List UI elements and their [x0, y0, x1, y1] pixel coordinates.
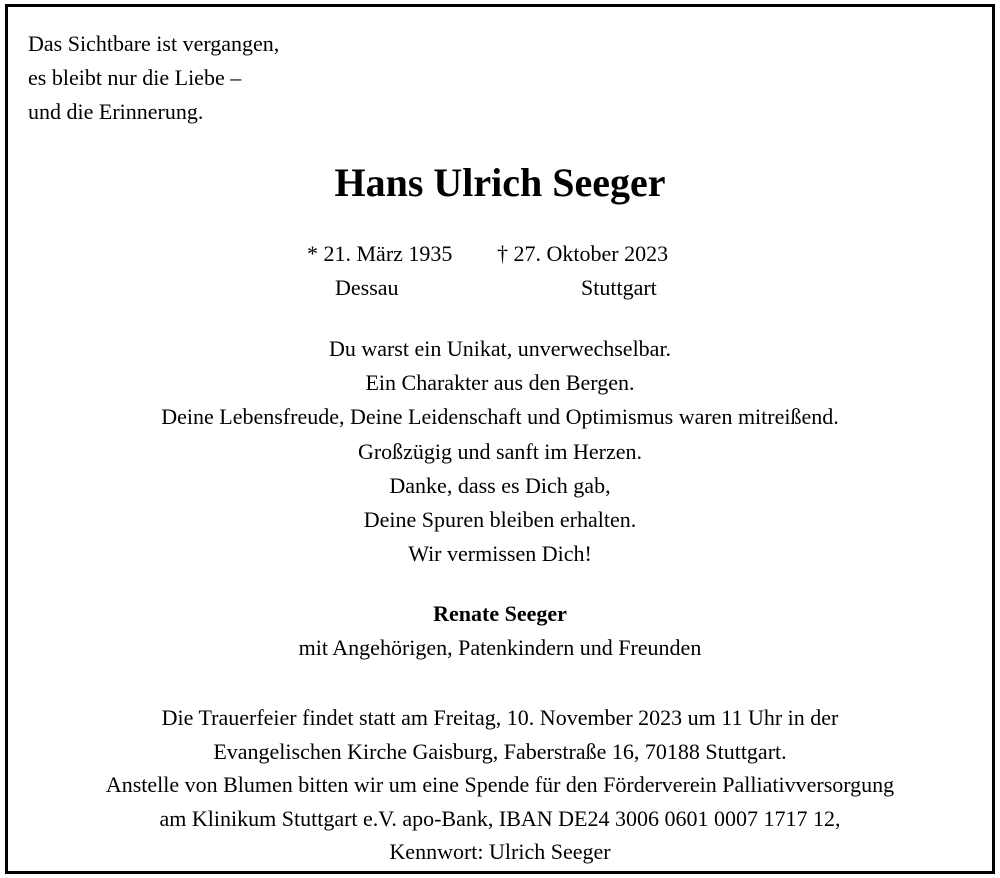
- poem-line: Großzügig und sanft im Herzen.: [357, 438, 643, 464]
- memorial-poem: [8, 332, 992, 571]
- poem-line: Danke, dass es Dich gab,: [389, 472, 611, 498]
- service-line: Evangelischen Kirche Gaisburg, Faberstraße 16, 70188 Stuttgart.: [213, 738, 787, 764]
- death-date: † 27. Oktober 2023: [497, 241, 669, 266]
- poem-line: Deine Spuren bleiben erhalten.: [363, 507, 637, 533]
- motto-line: es bleibt nur die Liebe –: [28, 65, 242, 90]
- service-line: Anstelle von Blumen bitten wir um eine Spende für den Förderverein Palliativversorgung: [105, 772, 895, 798]
- death-info: [497, 237, 668, 305]
- motto-line: Das Sichtbare ist vergangen,: [28, 31, 280, 56]
- birth-info: [307, 237, 452, 305]
- deceased-name: Hans Ulrich Seeger: [334, 160, 666, 205]
- motto-line: und die Erinnerung.: [28, 99, 204, 124]
- poem-line: Deine Lebensfreude, Deine Leidenschaft und Optimismus waren mitreißend.: [161, 404, 839, 430]
- service-line: am Klinikum Stuttgart e.V. apo-Bank, IBAN DE24 3006 0601 0007 1717 12,: [159, 805, 841, 831]
- poem-line: Ein Charakter aus den Bergen.: [365, 370, 635, 396]
- mourners: [8, 597, 992, 665]
- obituary-frame: [5, 4, 995, 874]
- funeral-service-info: [8, 701, 992, 869]
- poem-line: Wir vermissen Dich!: [408, 541, 592, 567]
- service-line: Die Trauerfeier findet statt am Freitag, 10. November 2023 um 11 Uhr in der: [161, 705, 839, 730]
- motto-quote: [28, 27, 279, 129]
- poem-line: Du warst ein Unikat, unverwechselbar.: [328, 336, 672, 361]
- signer-name: Renate Seeger: [433, 601, 567, 626]
- signer-relatives: mit Angehörigen, Patenkindern und Freunden: [298, 635, 702, 660]
- birth-place: Dessau: [335, 275, 399, 300]
- death-place: Stuttgart: [581, 275, 657, 300]
- birth-date: * 21. März 1935: [307, 241, 453, 266]
- service-line: Kennwort: Ulrich Seeger: [389, 839, 611, 865]
